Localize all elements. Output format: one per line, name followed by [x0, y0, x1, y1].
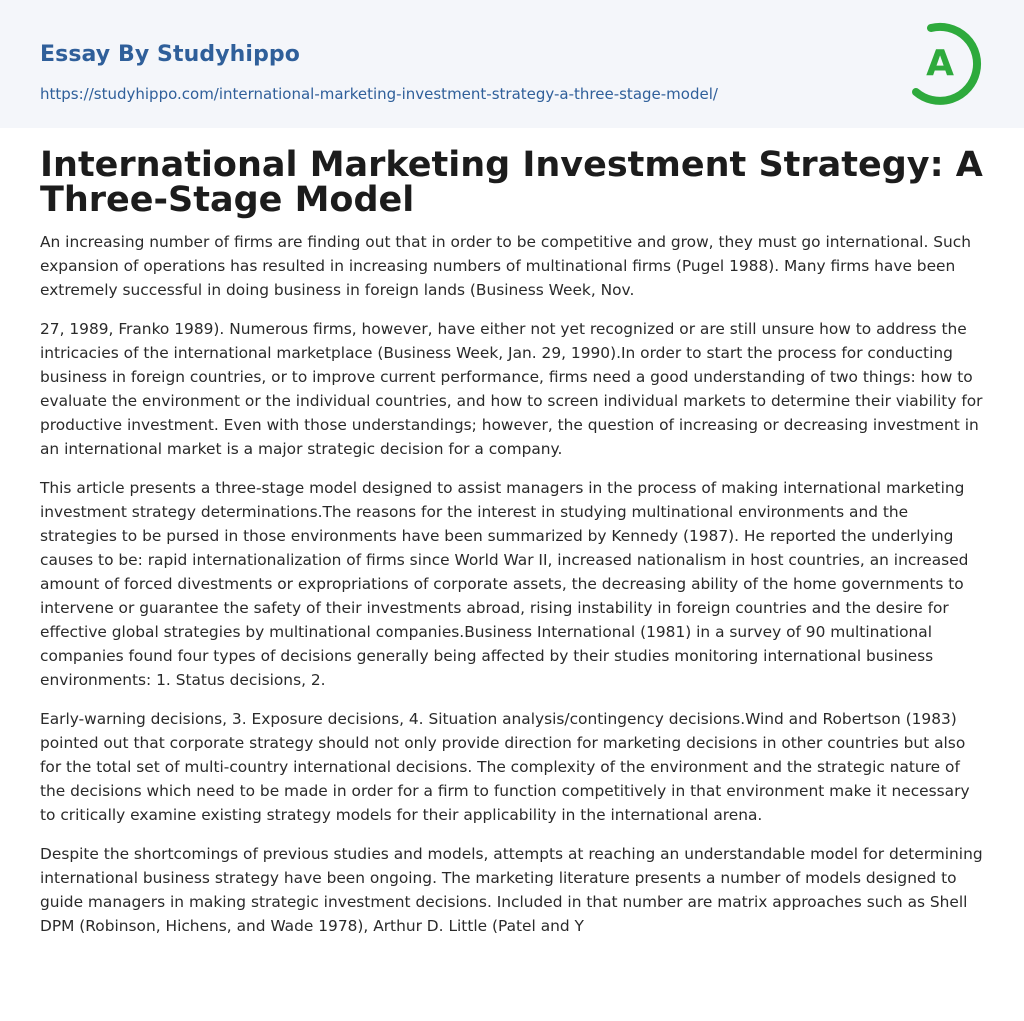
article-paragraph-1: An increasing number of firms are finding out that in order to be competitive and grow, they must go international. Such expansion of operations has resulted in increasing numbers of multinational firms (Pugel 1988). Many firms have been extremely successful in doing business in foreign lands (Business Week, Nov.: [40, 233, 971, 299]
article-paragraph-4: Early-warning decisions, 3. Exposure decisions, 4. Situation analysis/contingency decisions.Wind and Robertson (1983) pointed out that corporate strategy should not only provide direction for marketing decisions in other countries but also for the total set of multi-country international decisions. The complexity of the environment and the strategic nature of the decisions which need to be made in order for a firm to function competitively in that environment make it necessary to critically examine existing strategy models for their applicability in the international arena.: [40, 710, 970, 824]
studyhippo-logo-icon[interactable]: [909, 18, 989, 106]
site-header: [0, 0, 1024, 128]
article-content: [40, 145, 988, 953]
article-paragraph-2: 27, 1989, Franko 1989). Numerous firms, however, have either not yet recognized or are still unsure how to address the intricacies of the international marketplace (Business Week, Jan. 29, 1990).In order to start the process for conducting business in foreign countries, or to improve current performance, firms need a good understanding of two things: how to evaluate the environment or the individual countries, and how to screen individual markets to determine their viability for productive investment. Even with those understandings; however, the question of increasing or decreasing investment in an international market is a major strategic decision for a company.: [40, 320, 983, 458]
logo-letter: A: [926, 43, 954, 84]
site-brand[interactable]: Essay By Studyhippo: [40, 42, 300, 67]
article-title: International Marketing Investment Strategy: A Three-Stage Model: [40, 145, 983, 220]
article-paragraph-3: This article presents a three-stage model designed to assist managers in the process of making international marketing investment strategy determinations.The reasons for the interest in studying multinational environments and the strategies to be pursed in those environments have been summarized by Kennedy (1987). He reported the underlying causes to be: rapid internationalization of firms since World War II, increased nationalism in host countries, an increased amount of forced divestments or expropriations of corporate assets, the decreasing ability of the home governments to intervene or guarantee the safety of their investments abroad, rising instability in foreign countries and the desire for effective global strategies by multinational companies.Business International (1981) in a survey of 90 multinational companies found four types of decisions generally being affected by their studies monitoring international business environments: 1. Status decisions, 2.: [40, 479, 969, 689]
essay-url-link[interactable]: https://studyhippo.com/international-marketing-investment-strategy-a-three-stage-model/: [40, 85, 718, 103]
article-paragraph-5: Despite the shortcomings of previous studies and models, attempts at reaching an understandable model for determining international business strategy have been ongoing. The marketing literature presents a number of models designed to guide managers in making strategic investment decisions. Included in that number are matrix approaches such as Shell DPM (Robinson, Hichens, and Wade 1978), Arthur D. Little (Patel and Y: [40, 845, 983, 935]
